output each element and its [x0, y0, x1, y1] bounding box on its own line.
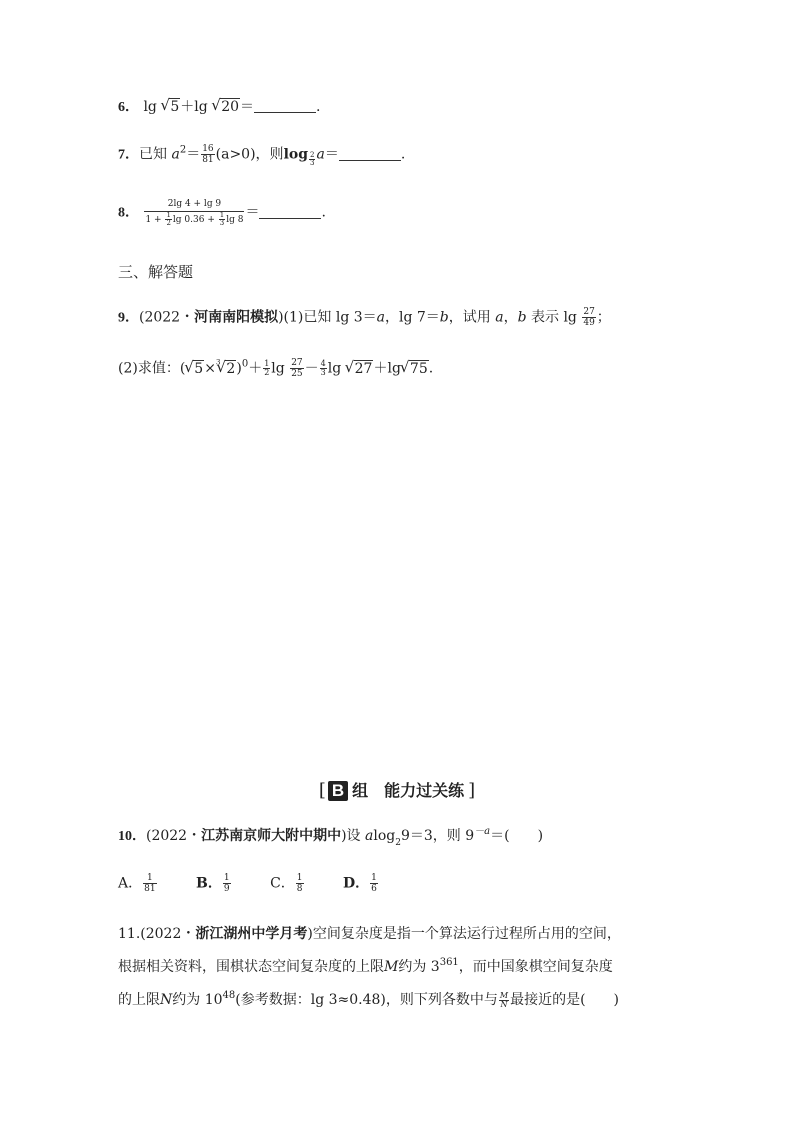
answer-blank[interactable]	[339, 146, 401, 161]
source-label: 浙江湖州中学月考	[195, 926, 308, 942]
option-b[interactable]: B． $\frac{1}{9}$	[196, 873, 230, 894]
sqrt-75: √ 75	[401, 359, 429, 379]
sqrt-5: √ 5	[185, 359, 204, 379]
question-11	[118, 918, 678, 1017]
question-11-line-3: 的上限N约为 $10^{48}$(参考数据：lg 3≈0.48)，则下列各数中与 $\frac{M}{N}$ 最接近的是( )	[118, 990, 620, 1009]
sqrt-5: √ 5	[161, 97, 180, 117]
group-letter-badge: B	[328, 781, 348, 801]
source-label: 河南南阳模拟	[194, 309, 279, 326]
group-b-header: [ B 组 能力过关练 ]	[318, 780, 476, 801]
question-number: 10．	[118, 829, 146, 844]
fraction: $\frac{27}{25}$	[291, 358, 303, 379]
question-6: 6． lg √ 5＋lg √ 20＝ .	[118, 97, 320, 118]
question-8: 8． 2lg 4 + lg 9 1 + $\frac{1}{2}$ lg 0.36 + $\frac{1}{3}$ lg 8 ＝ .	[118, 199, 326, 227]
question-10: 10．(2022・江苏南京师大附中期中)设 alog$_2$9＝3，则 $9^{-a}=$( )	[118, 826, 544, 848]
section-heading: 三、解答题	[118, 263, 194, 281]
question-number: 9．	[118, 310, 139, 326]
answer-blank[interactable]	[259, 204, 321, 219]
answer-blank[interactable]	[254, 98, 316, 113]
question-9-part-1: 9．(2022・河南南阳模拟)(1)已知 lg 3＝a，lg 7＝b，试用 a，b 表示 lg $\frac{27}{49}$ ；	[118, 307, 611, 328]
main-fraction: 2lg 4 + lg 9 1 + $\frac{1}{2}$ lg 0.36 + $\frac{1}{3}$ lg 8	[145, 199, 244, 227]
source-label: 江苏南京师大附中期中	[201, 828, 342, 844]
question-number: 7．	[118, 147, 139, 163]
option-d[interactable]: D． $\frac{1}{6}$	[342, 873, 377, 894]
question-9-part-2: (2)求值：(√ 5×$^3$√ 2)$^0$＋ $\frac{1}{2}$ lg $\frac{27}{25}$ － $\frac{4}{3}$ lg √ 27＋lg√ 75.	[118, 358, 433, 379]
question-10-options	[118, 873, 413, 894]
lg-text: lg	[143, 99, 157, 115]
fraction: $\frac{27}{49}$	[583, 307, 595, 328]
option-c[interactable]: C． $\frac{1}{8}$	[270, 873, 303, 894]
question-11-line-1: 11.(2022・浙江湖州中学月考)空间复杂度是指一个算法运行过程所占用的空间，	[118, 926, 621, 942]
question-7: 7．已知 $a^2=$ $\frac{16}{81}$ (a>0)，则log $\frac{2}{3}$ a＝ .	[118, 144, 406, 167]
sqrt-20: √ 20	[212, 97, 240, 117]
question-number: 8．	[118, 205, 139, 221]
cube-root-2: √ 2	[217, 359, 236, 379]
log-base-fraction: $\frac{2}{3}$	[310, 150, 315, 167]
sqrt-27: √ 27	[346, 359, 374, 379]
fraction: $\frac{16}{81}$	[202, 144, 214, 165]
question-11-line-2: 根据相关资料，围棋状态空间复杂度的上限M约为 $3^{361}$，而中国象棋空间复杂度	[118, 957, 613, 975]
option-a[interactable]: A． $\frac{1}{81}$	[118, 873, 156, 894]
question-number: 6．	[118, 100, 139, 115]
